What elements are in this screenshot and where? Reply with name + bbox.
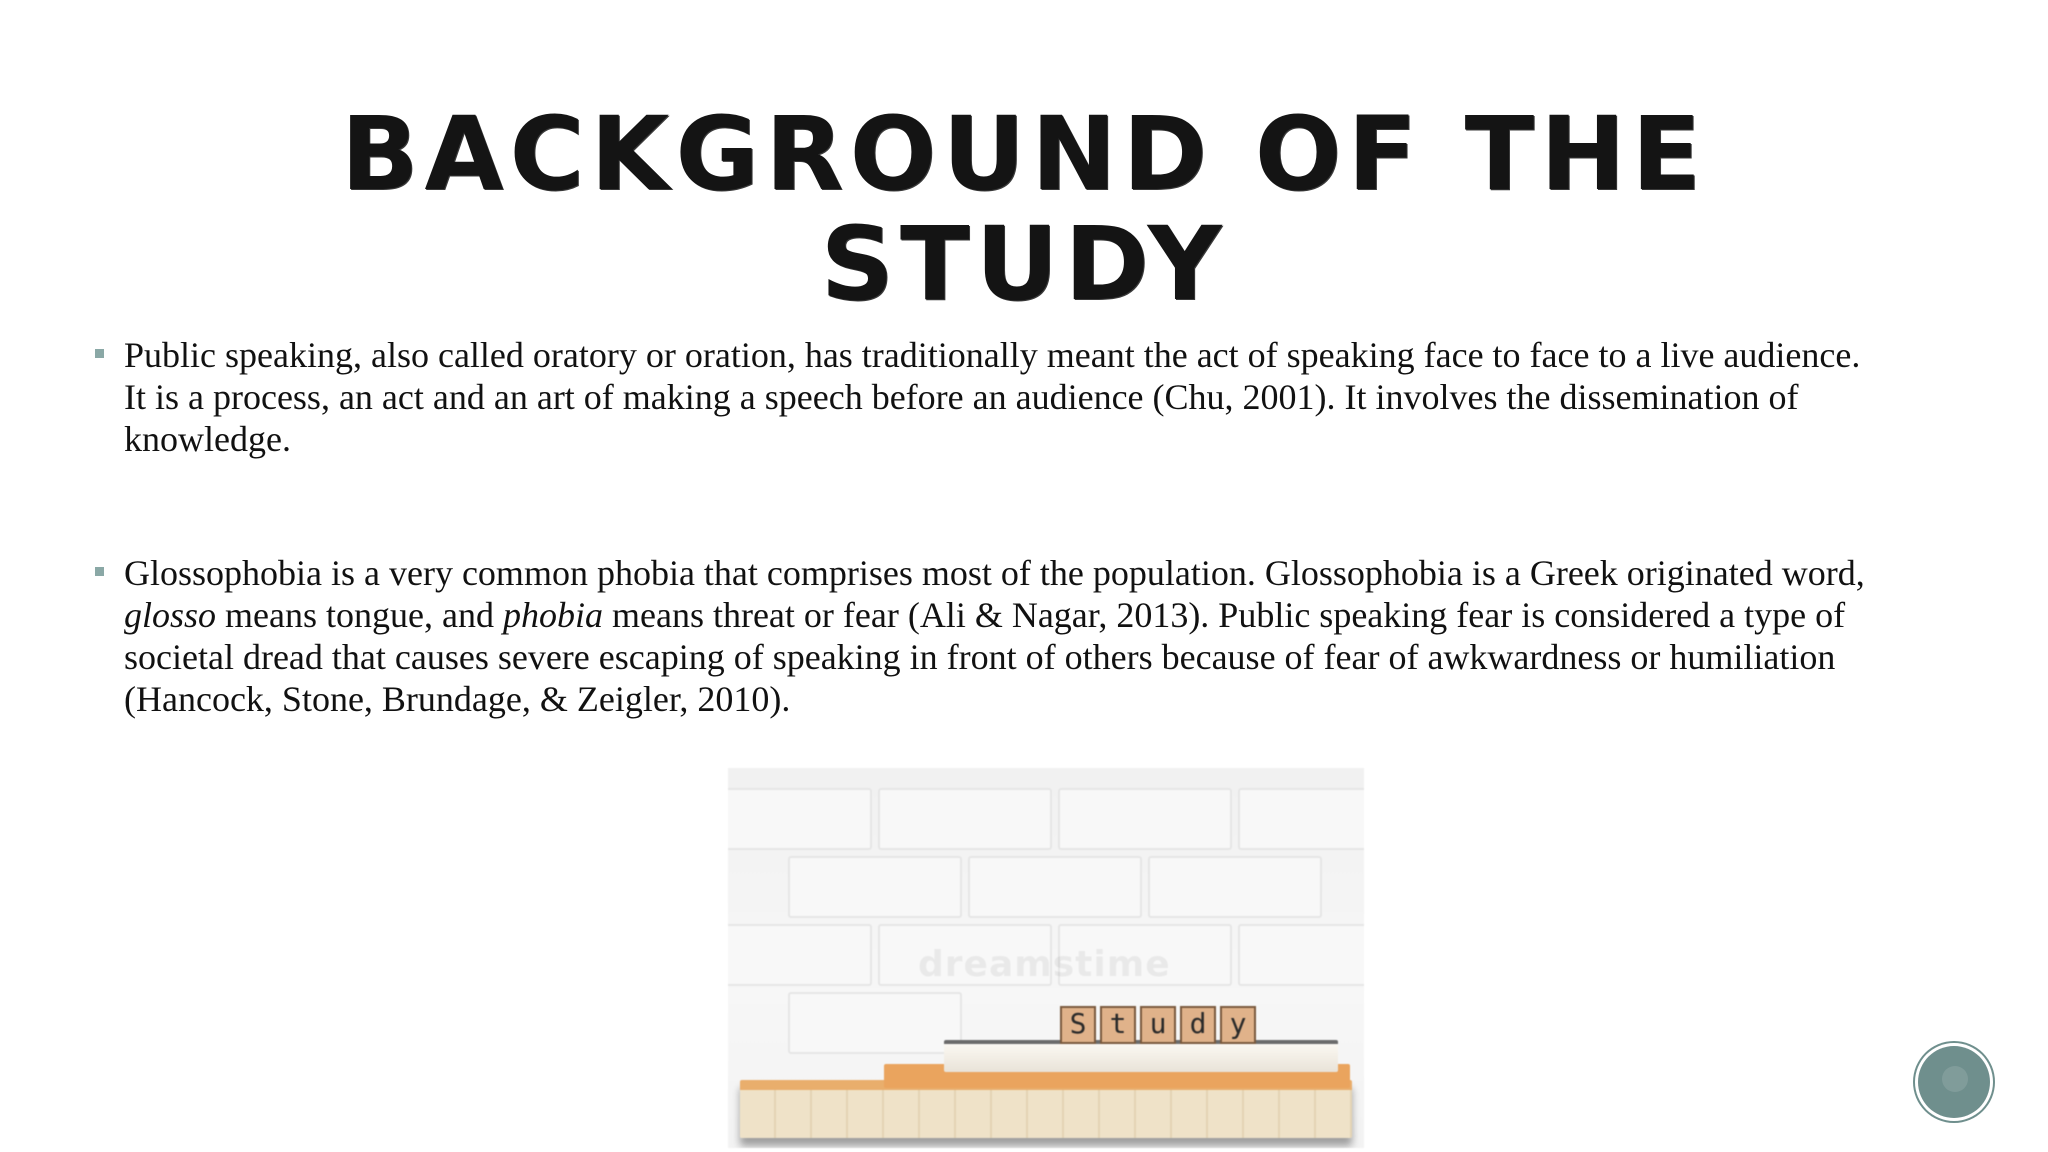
letter-blocks <box>1060 1006 1256 1044</box>
slide-title-line-2: STUDY <box>820 205 1228 324</box>
wall-brick <box>1238 924 1364 986</box>
wall-brick <box>878 788 1052 850</box>
bullet-item-public-speaking <box>90 334 1890 460</box>
bullet-marker-icon <box>95 349 104 358</box>
bullet-text-part: means tongue, and <box>216 595 503 635</box>
bullet-text: Public speaking, also called oratory or oration, has traditionally meant the act of speaking face to face to a live audience. It is a process, an act and an art of making a speech before an audience (Chu, 2001). It involves the dissemination of knowledge. <box>124 335 1861 459</box>
bullet-italic-term: glosso <box>124 595 217 635</box>
letter-block: d <box>1180 1006 1216 1044</box>
wall-brick <box>1148 856 1322 918</box>
bullet-marker-icon <box>95 567 104 576</box>
wall-brick <box>788 992 962 1054</box>
wall-brick <box>728 788 872 850</box>
study-blocks-photo <box>728 768 1364 1148</box>
letter-block: t <box>1100 1006 1136 1044</box>
wall-brick <box>1238 788 1364 850</box>
wall-brick <box>968 856 1142 918</box>
circle-nav-icon[interactable] <box>1918 1046 1990 1118</box>
letter-block: S <box>1060 1006 1096 1044</box>
wooden-plank-top <box>944 1040 1338 1072</box>
slide-title <box>0 95 2048 324</box>
bullet-item-glossophobia <box>90 552 1890 720</box>
photo-watermark: dreamstime <box>918 944 1171 985</box>
bullet-italic-term: phobia <box>502 595 603 635</box>
wall-brick <box>728 924 872 986</box>
slide-title-line-1: BACKGROUND OF THE <box>340 95 1708 214</box>
wooden-plank-bottom <box>740 1080 1352 1138</box>
wall-brick <box>1058 788 1232 850</box>
bullet-text <box>124 553 1865 719</box>
letter-block: u <box>1140 1006 1176 1044</box>
bullet-list <box>90 334 1890 720</box>
letter-block: y <box>1220 1006 1256 1044</box>
bullet-text-part: means threat or fear (Ali & Nagar, 2013). Public speaking fear is considered a type of societal dread that causes severe escaping of speaking in front of others because of fear of awkwardness or humiliation (Hancock, Stone, Brundage, & Zeigler, 2010). <box>124 595 1846 719</box>
wall-brick <box>788 856 962 918</box>
bullet-text-part: Glossophobia is a very common phobia that comprises most of the population. Glossophobia is a Greek originated word, <box>124 553 1865 593</box>
